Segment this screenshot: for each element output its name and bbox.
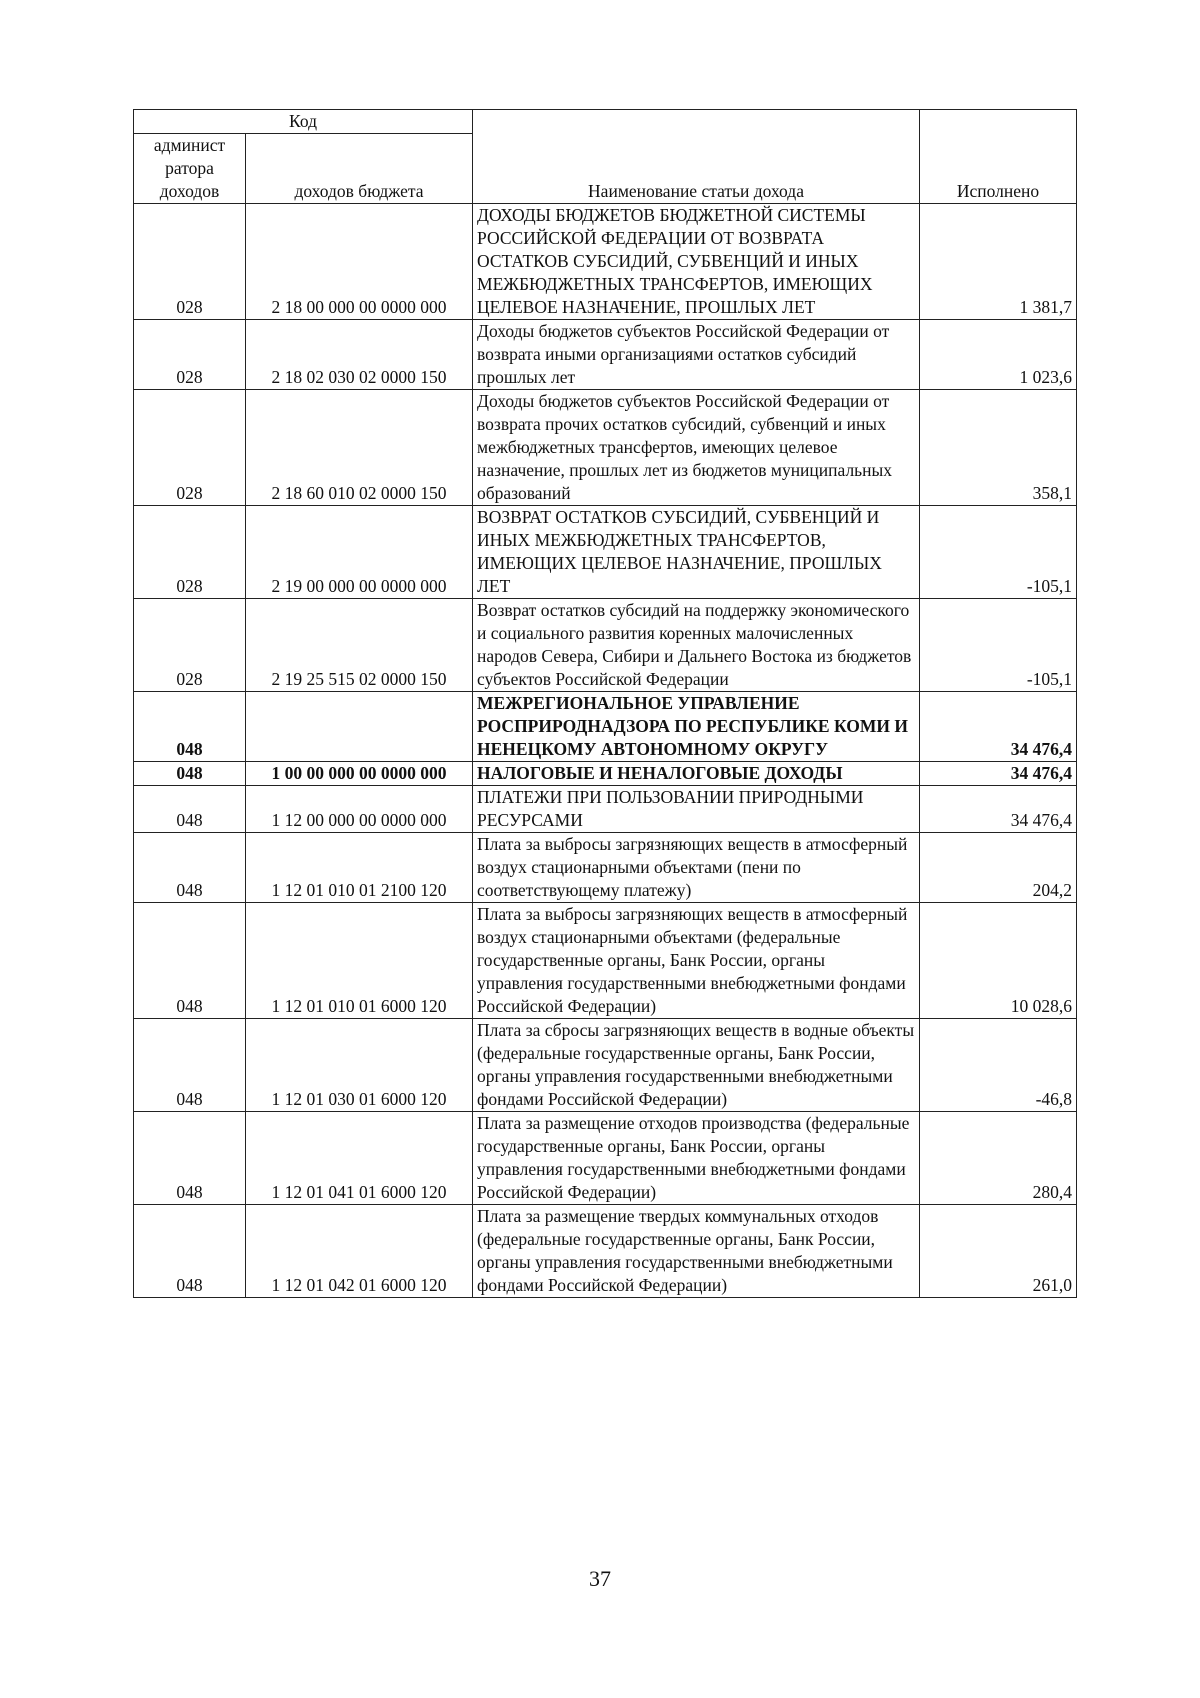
page-number: 37 xyxy=(589,1566,611,1591)
income-name-cell: Плата за выбросы загрязняющих веществ в атмосферный воздух стационарными объектами (пени по соответствующему платежу) xyxy=(473,833,920,903)
income-code-cell: 2 18 60 010 02 0000 150 xyxy=(246,390,473,506)
income-name-cell: ПЛАТЕЖИ ПРИ ПОЛЬЗОВАНИИ ПРИРОДНЫМИ РЕСУРСАМИ xyxy=(473,786,920,833)
income-name-cell: Плата за размещение отходов производства (федеральные государственные органы, Банк России, органы управления государственными внебюджетными фондами Российской Федерации) xyxy=(473,1112,920,1205)
table-row xyxy=(134,692,1077,762)
admin-code-cell: 028 xyxy=(134,599,246,692)
table-row xyxy=(134,1019,1077,1112)
executed-value-cell: -105,1 xyxy=(920,506,1077,599)
table-row xyxy=(134,599,1077,692)
income-name-cell: ВОЗВРАТ ОСТАТКОВ СУБСИДИЙ, СУБВЕНЦИЙ И ИНЫХ МЕЖБЮДЖЕТНЫХ ТРАНСФЕРТОВ, ИМЕЮЩИХ ЦЕЛЕВОЕ НАЗНАЧЕНИЕ, ПРОШЛЫХ ЛЕТ xyxy=(473,506,920,599)
table-row xyxy=(134,506,1077,599)
executed-value-cell: 34 476,4 xyxy=(920,786,1077,833)
header-name: Наименование статьи дохода xyxy=(473,110,920,204)
admin-code-cell: 028 xyxy=(134,204,246,320)
table-row xyxy=(134,204,1077,320)
income-name-cell: Плата за выбросы загрязняющих веществ в атмосферный воздух стационарными объектами (федеральные государственные органы, Банк России, органы управления государственными внебюджетными фондами Российской Федерации) xyxy=(473,903,920,1019)
admin-code-cell: 028 xyxy=(134,390,246,506)
table-row xyxy=(134,786,1077,833)
income-name-cell: НАЛОГОВЫЕ И НЕНАЛОГОВЫЕ ДОХОДЫ xyxy=(473,762,920,786)
income-name-cell: Доходы бюджетов субъектов Российской Федерации от возврата иными организациями остатков субсидий прошлых лет xyxy=(473,320,920,390)
admin-code-cell: 048 xyxy=(134,786,246,833)
executed-value-cell: 358,1 xyxy=(920,390,1077,506)
executed-value-cell: 1 023,6 xyxy=(920,320,1077,390)
admin-code-cell: 048 xyxy=(134,1112,246,1205)
income-name-cell: Доходы бюджетов субъектов Российской Федерации от возврата прочих остатков субсидий, субвенций и иных межбюджетных трансфертов, имеющих целевое назначение, прошлых лет из бюджетов муниципальных образований xyxy=(473,390,920,506)
admin-code-cell: 048 xyxy=(134,1019,246,1112)
admin-code-cell: 028 xyxy=(134,506,246,599)
income-name-cell: Возврат остатков субсидий на поддержку экономического и социального развития коренных малочисленных народов Севера, Сибири и Дальнего Востока из бюджетов субъектов Российской Федерации xyxy=(473,599,920,692)
executed-value-cell: 1 381,7 xyxy=(920,204,1077,320)
income-code-cell: 1 12 01 010 01 2100 120 xyxy=(246,833,473,903)
executed-value-cell: 280,4 xyxy=(920,1112,1077,1205)
table-row xyxy=(134,320,1077,390)
executed-value-cell: 34 476,4 xyxy=(920,762,1077,786)
table-row xyxy=(134,833,1077,903)
executed-value-cell: 34 476,4 xyxy=(920,692,1077,762)
header-row-top xyxy=(134,110,1077,134)
executed-value-cell: -46,8 xyxy=(920,1019,1077,1112)
income-name-cell: Плата за сбросы загрязняющих веществ в водные объекты (федеральные государственные органы, Банк России, органы управления государственными внебюджетными фондами Российской Федерации) xyxy=(473,1019,920,1112)
admin-code-cell: 048 xyxy=(134,1205,246,1298)
income-code-cell: 2 18 00 000 00 0000 000 xyxy=(246,204,473,320)
executed-value-cell: 10 028,6 xyxy=(920,903,1077,1019)
income-name-cell: МЕЖРЕГИОНАЛЬНОЕ УПРАВЛЕНИЕ РОСПРИРОДНАДЗОРА ПО РЕСПУБЛИКЕ КОМИ И НЕНЕЦКОМУ АВТОНОМНОМУ ОКРУГУ xyxy=(473,692,920,762)
income-code-cell xyxy=(246,692,473,762)
executed-value-cell: 204,2 xyxy=(920,833,1077,903)
table-row xyxy=(134,1205,1077,1298)
admin-code-cell: 048 xyxy=(134,833,246,903)
admin-code-cell: 048 xyxy=(134,692,246,762)
table-row xyxy=(134,903,1077,1019)
admin-code-cell: 028 xyxy=(134,320,246,390)
income-code-cell: 1 12 01 010 01 6000 120 xyxy=(246,903,473,1019)
header-admin: админист ратора доходов xyxy=(134,134,246,204)
income-code-cell: 2 19 00 000 00 0000 000 xyxy=(246,506,473,599)
table-row xyxy=(134,390,1077,506)
income-code-cell: 1 12 01 042 01 6000 120 xyxy=(246,1205,473,1298)
income-code-cell: 1 00 00 000 00 0000 000 xyxy=(246,762,473,786)
header-income-code: доходов бюджета xyxy=(246,134,473,204)
executed-value-cell: -105,1 xyxy=(920,599,1077,692)
executed-value-cell: 261,0 xyxy=(920,1205,1077,1298)
income-code-cell: 1 12 00 000 00 0000 000 xyxy=(246,786,473,833)
income-code-cell: 2 18 02 030 02 0000 150 xyxy=(246,320,473,390)
table-row xyxy=(134,1112,1077,1205)
income-name-cell: ДОХОДЫ БЮДЖЕТОВ БЮДЖЕТНОЙ СИСТЕМЫ РОССИЙСКОЙ ФЕДЕРАЦИИ ОТ ВОЗВРАТА ОСТАТКОВ СУБСИДИЙ, СУБВЕНЦИЙ И ИНЫХ МЕЖБЮДЖЕТНЫХ ТРАНСФЕРТОВ, ИМЕЮЩИХ ЦЕЛЕВОЕ НАЗНАЧЕНИЕ, ПРОШЛЫХ ЛЕТ xyxy=(473,204,920,320)
income-name-cell: Плата за размещение твердых коммунальных отходов (федеральные государственные органы, Банк России, органы управления государственными внебюджетными фондами Российской Федерации) xyxy=(473,1205,920,1298)
admin-code-cell: 048 xyxy=(134,903,246,1019)
income-code-cell: 1 12 01 030 01 6000 120 xyxy=(246,1019,473,1112)
header-kod: Код xyxy=(134,110,473,134)
header-executed: Исполнено xyxy=(920,110,1077,204)
income-code-cell: 1 12 01 041 01 6000 120 xyxy=(246,1112,473,1205)
admin-code-cell: 048 xyxy=(134,762,246,786)
table-row xyxy=(134,762,1077,786)
income-code-cell: 2 19 25 515 02 0000 150 xyxy=(246,599,473,692)
income-table xyxy=(133,109,1077,1298)
